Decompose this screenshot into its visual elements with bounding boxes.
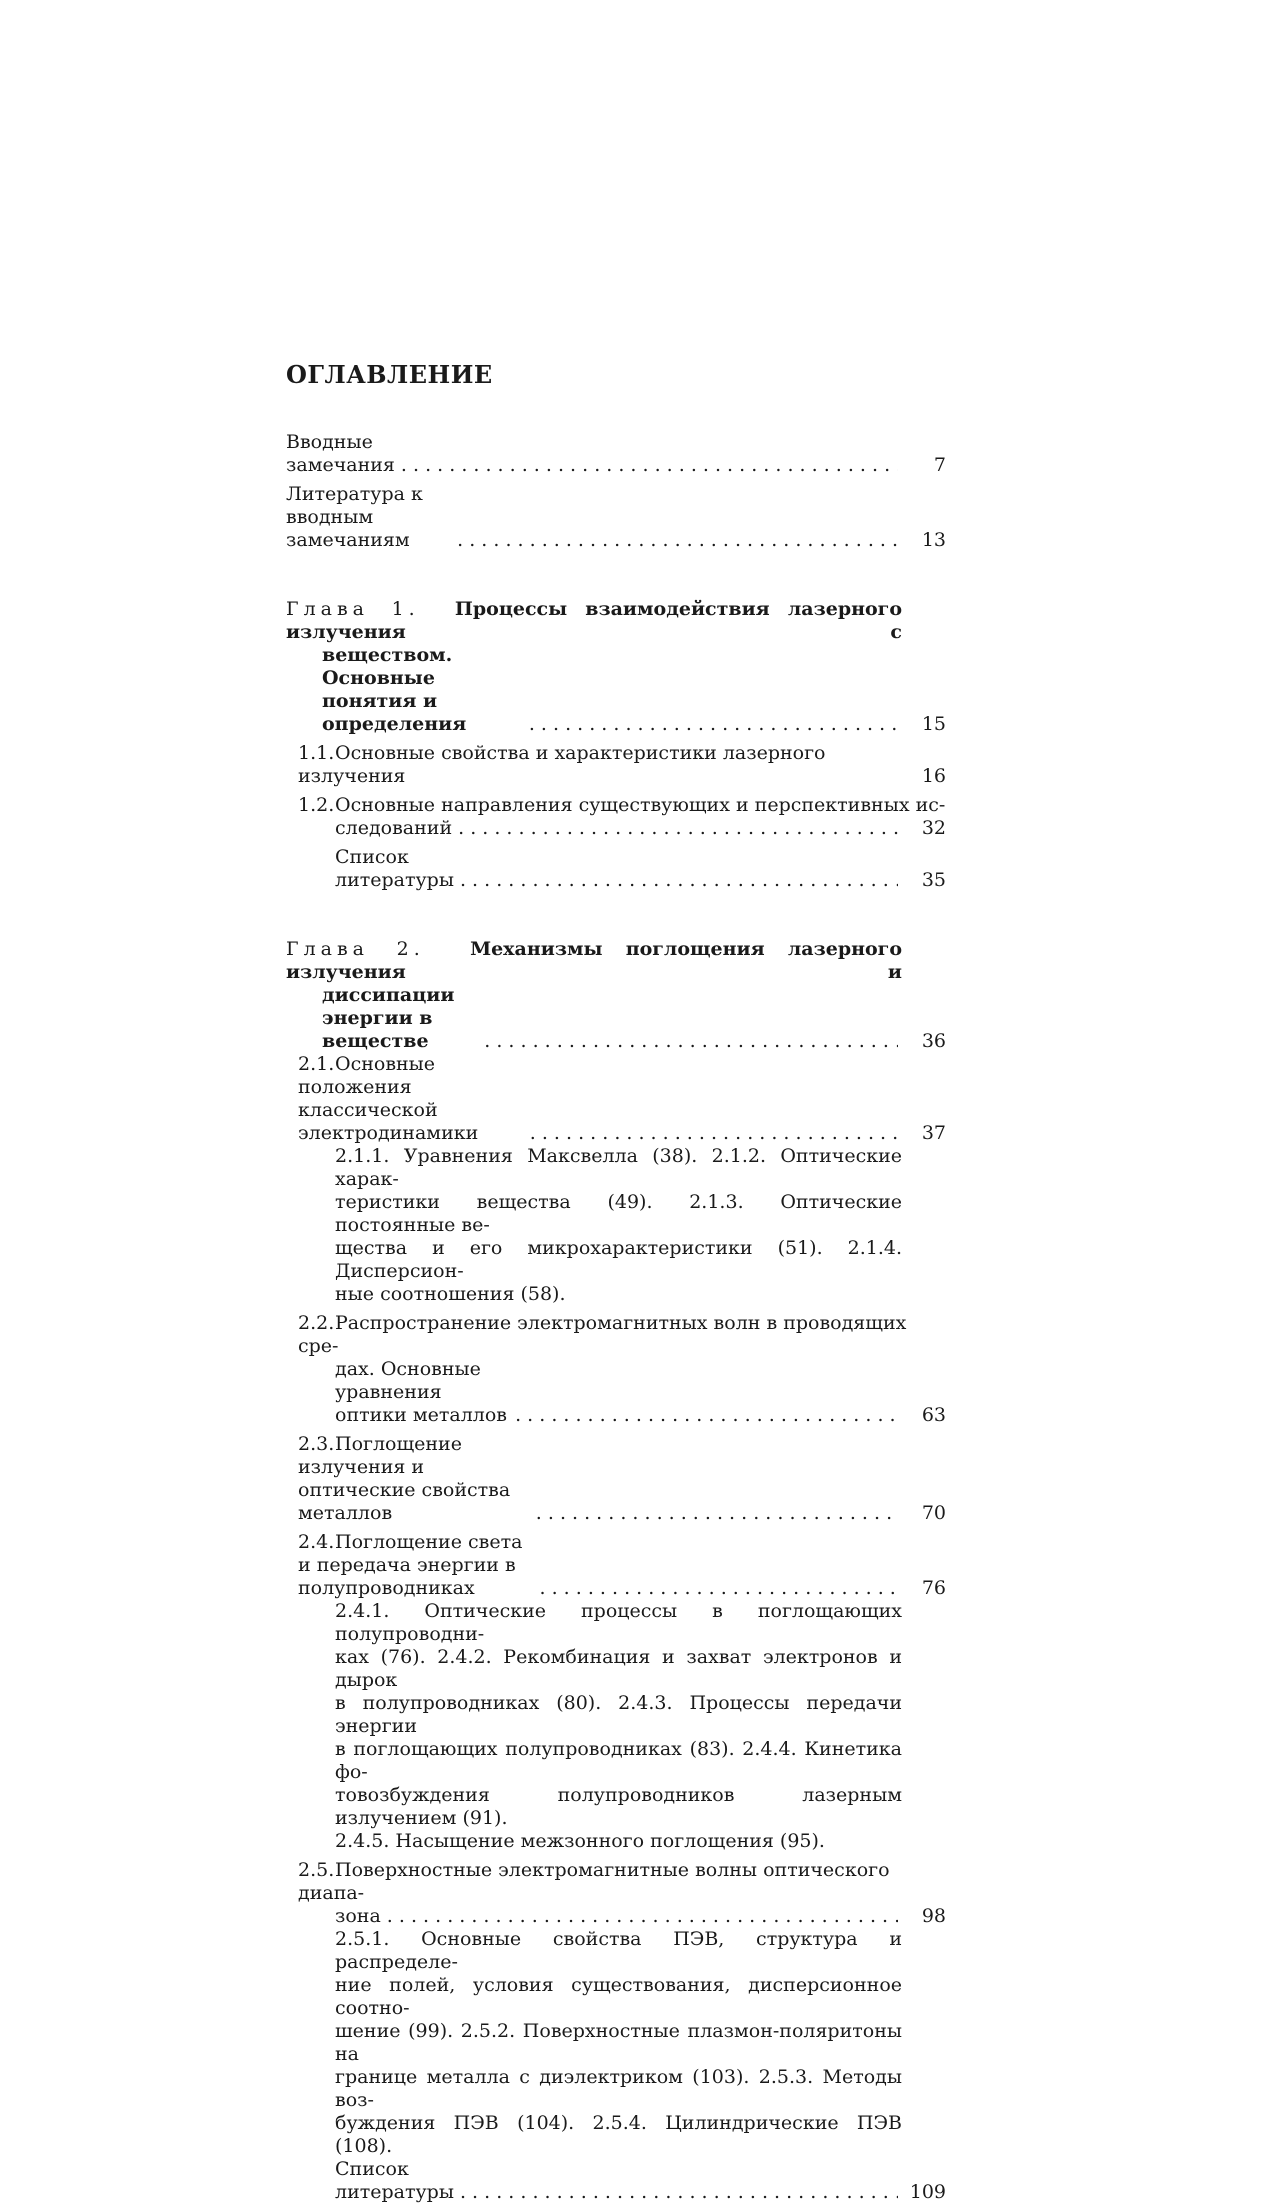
section-number: 2.3.	[298, 1433, 335, 1455]
subsection-line: товозбуждения полупроводников лазерным излучением (91).	[335, 1784, 902, 1829]
leader-dots	[536, 1502, 898, 1525]
toc-entry-text: Список литературы	[335, 846, 454, 891]
leader-dots	[401, 454, 898, 477]
section-2-5	[286, 1859, 946, 1928]
leader-dots	[515, 1404, 898, 1427]
toc-page-number: 76	[921, 1577, 946, 1599]
chapter-2-literature	[286, 2158, 946, 2204]
chapter-title-line2: веществом. Основные понятия и определения	[322, 644, 467, 735]
leader-dots	[460, 869, 898, 892]
leader-dots	[458, 817, 898, 840]
subsection-line: ках (76). 2.4.2. Рекомбинация и захват электронов и дырок	[335, 1646, 902, 1691]
section-title: Поглощение света и передача энергии в полупроводниках	[298, 1531, 523, 1599]
subsection-line: 2.1.1. Уравнения Максвелла (38). 2.1.2. Оптические харак-	[335, 1145, 902, 1190]
section-1-1	[286, 742, 946, 788]
section-title-line2: дах. Основные уравнения оптики металлов	[335, 1358, 507, 1426]
leader-dots	[529, 713, 898, 736]
leader-dots	[484, 1030, 898, 1053]
section-title-line2: зона	[335, 1905, 381, 1927]
toc-page-number: 32	[921, 817, 946, 839]
subsection-line: границе металла с диэлектриком (103). 2.5.3. Методы воз-	[335, 2066, 902, 2111]
subsection-line: в поглощающих полупроводниках (83). 2.4.4. Кинетика фо-	[335, 1738, 902, 1783]
page-title: ОГЛАВЛЕНИЕ	[286, 360, 493, 389]
section-2-4	[286, 1531, 946, 1600]
toc-page-number: 35	[921, 869, 946, 891]
chapter-1-literature	[286, 846, 946, 892]
subsection-line: теристики вещества (49). 2.1.3. Оптические постоянные ве-	[335, 1191, 902, 1236]
chapter-label: Глава 1.	[286, 598, 420, 620]
section-1-2	[286, 794, 946, 840]
subsection-line: щества и его микрохарактеристики (51). 2.1.4. Дисперсион-	[335, 1237, 902, 1282]
toc-page-number: 37	[921, 1122, 946, 1144]
section-2-1	[286, 1053, 946, 1145]
section-number: 2.1.	[298, 1053, 335, 1075]
section-title-line1: Распространение электромагнитных волн в проводящих сре-	[298, 1312, 907, 1357]
subsections-2-4	[286, 1600, 902, 1853]
section-title: Поглощение излучения и оптические свойства металлов	[298, 1433, 511, 1524]
toc-entry-text: Список литературы	[335, 2158, 454, 2203]
subsection-line: ные соотношения (58).	[335, 1283, 566, 1305]
chapter-1	[286, 598, 946, 736]
toc-page-number: 15	[921, 713, 946, 735]
subsections-2-5	[286, 1928, 902, 2158]
section-number: 1.1.	[298, 742, 335, 764]
section-number: 2.4.	[298, 1531, 335, 1553]
leader-dots	[460, 2181, 898, 2204]
section-title-line1: Основные направления существующих и перспективных ис-	[335, 794, 946, 816]
subsection-line: ние полей, условия существования, дисперсионное соотно-	[335, 1974, 902, 2019]
subsection-line: 2.4.5. Насыщение межзонного поглощения (95).	[335, 1830, 825, 1852]
subsection-line: в полупроводниках (80). 2.4.3. Процессы передачи энергии	[335, 1692, 902, 1737]
toc-entry-text: Литература к вводным замечаниям	[286, 483, 423, 551]
chapter-2	[286, 938, 946, 1053]
section-title: Основные положения классической электродинамики	[298, 1053, 479, 1144]
toc-page-number: 7	[933, 454, 946, 476]
section-2-3	[286, 1433, 946, 1525]
toc-page-number: 70	[921, 1502, 946, 1524]
subsection-line: шение (99). 2.5.2. Поверхностные плазмон-поляритоны на	[335, 2020, 902, 2065]
leader-dots	[530, 1122, 898, 1145]
section-number: 2.5.	[298, 1859, 335, 1881]
toc-entry-intro-lit	[286, 483, 946, 552]
subsection-line: 2.5.1. Основные свойства ПЭВ, структура и распределе-	[335, 1928, 902, 1973]
toc-entry-intro	[286, 431, 946, 477]
section-number: 2.2.	[298, 1312, 335, 1334]
chapter-title-line1: Механизмы поглощения лазерного излучения и	[286, 938, 902, 983]
subsection-line: 2.4.1. Оптические процессы в поглощающих полупроводни-	[335, 1600, 902, 1645]
toc-page-number: 63	[921, 1404, 946, 1426]
toc-page-number: 36	[921, 1030, 946, 1052]
leader-dots	[387, 1905, 898, 1928]
chapter-title-line1: Процессы взаимодействия лазерного излучения с	[286, 598, 902, 643]
toc-page-number: 16	[921, 765, 946, 787]
toc-entry-text: Вводные замечания	[286, 431, 395, 476]
section-title: Основные свойства и характеристики лазерного излучения	[298, 742, 826, 787]
subsections-2-1	[286, 1145, 902, 1306]
section-title-line1: Поверхностные электромагнитные волны оптического диапа-	[298, 1859, 890, 1904]
toc-page-number: 109	[909, 2181, 946, 2203]
section-number: 1.2.	[298, 794, 335, 816]
toc-page-number: 98	[921, 1905, 946, 1927]
section-title-line2: следований	[335, 817, 453, 839]
chapter-label: Глава 2.	[286, 938, 425, 960]
section-2-2	[286, 1312, 946, 1427]
leader-dots	[457, 529, 898, 552]
toc-page-number: 13	[921, 529, 946, 551]
chapter-title-line2: диссипации энергии в веществе	[322, 984, 455, 1052]
subsection-line: буждения ПЭВ (104). 2.5.4. Цилиндрические ПЭВ (108).	[335, 2112, 902, 2157]
leader-dots	[540, 1577, 898, 1600]
toc-page	[286, 360, 946, 2204]
